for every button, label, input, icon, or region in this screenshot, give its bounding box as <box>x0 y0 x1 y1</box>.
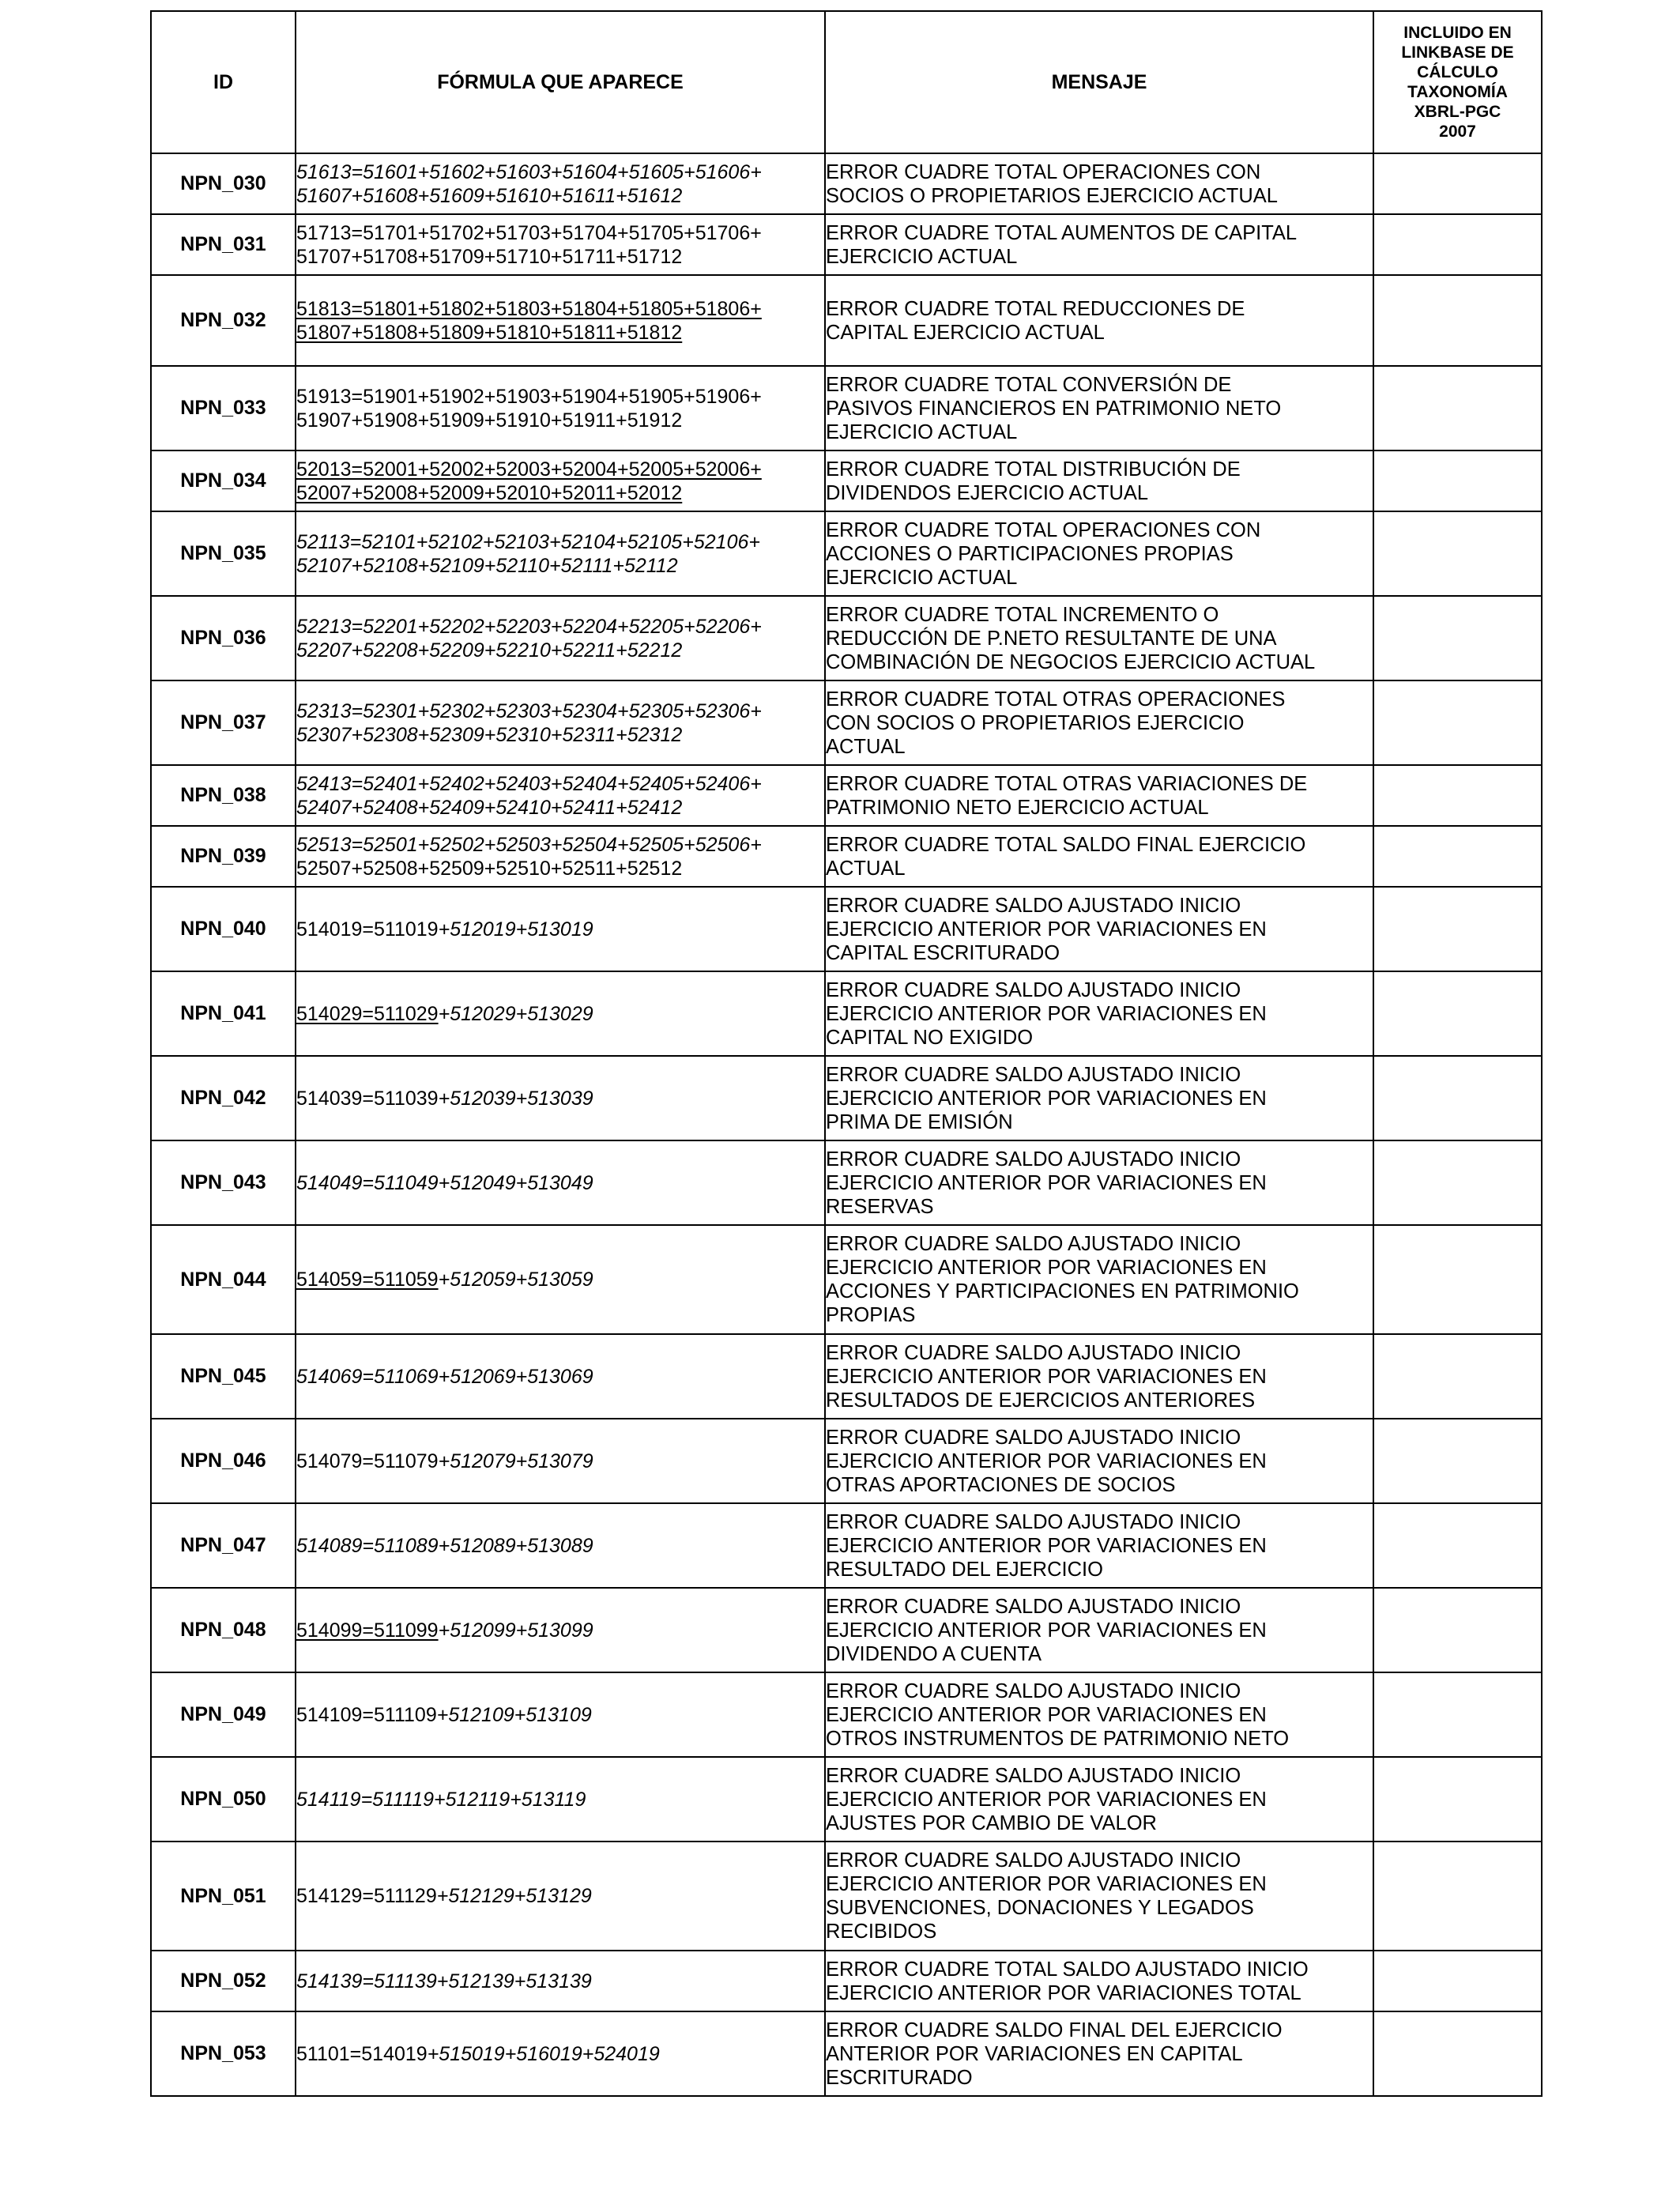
rule-message <box>825 153 1373 214</box>
message-line: EJERCICIO ANTERIOR POR VARIACIONES EN <box>826 1873 1267 1895</box>
message-line: EJERCICIO ANTERIOR POR VARIACIONES EN <box>826 1365 1267 1388</box>
table-row <box>151 971 1542 1056</box>
table-body <box>151 153 1542 2096</box>
formula-line: 51813=51801+51802+51803+51804+51805+51806+ <box>296 297 762 320</box>
rule-included <box>1373 2011 1542 2096</box>
rule-included <box>1373 1842 1542 1951</box>
rule-formula <box>296 366 825 450</box>
rule-included <box>1373 214 1542 275</box>
message-line: RECIBIDOS <box>826 1921 937 1943</box>
message-line: PASIVOS FINANCIEROS EN PATRIMONIO NETO <box>826 397 1282 420</box>
message-line: EJERCICIO ANTERIOR POR VARIACIONES EN <box>826 1619 1267 1642</box>
rule-formula <box>296 680 825 765</box>
rule-included <box>1373 275 1542 366</box>
formula-rhs: +515019+516019+524019 <box>427 2042 660 2065</box>
formula-line: 52413=52401+52402+52403+52404+52405+52406+ <box>296 772 762 795</box>
table-row <box>151 511 1542 596</box>
message-line: REDUCCIÓN DE P.NETO RESULTANTE DE UNA <box>826 627 1277 650</box>
message-line: CAPITAL NO EXIGIDO <box>826 1026 1034 1049</box>
message-line: EJERCICIO ANTERIOR POR VARIACIONES EN <box>826 918 1267 941</box>
message-line: ERROR CUADRE TOTAL SALDO FINAL EJERCICIO <box>826 833 1306 856</box>
message-line: ERROR CUADRE TOTAL SALDO AJUSTADO INICIO <box>826 1958 1309 1981</box>
table-row <box>151 2011 1542 2096</box>
rule-formula <box>296 1588 825 1672</box>
rule-id: NPN_035 <box>151 511 296 596</box>
message-line: EJERCICIO ANTERIOR POR VARIACIONES EN <box>826 1788 1267 1811</box>
rule-included <box>1373 1588 1542 1672</box>
message-line: EJERCICIO ACTUAL <box>826 420 1018 443</box>
rule-message <box>825 450 1373 511</box>
rule-formula <box>296 1757 825 1842</box>
rule-formula <box>296 450 825 511</box>
rule-message <box>825 1672 1373 1757</box>
table-row <box>151 275 1542 366</box>
message-line: ERROR CUADRE SALDO AJUSTADO INICIO <box>826 978 1241 1001</box>
rule-message <box>825 887 1373 971</box>
rule-message <box>825 1225 1373 1334</box>
rule-included <box>1373 1951 1542 2011</box>
message-line: ACCIONES Y PARTICIPACIONES EN PATRIMONIO <box>826 1280 1299 1302</box>
rule-included <box>1373 1225 1542 1334</box>
rule-included <box>1373 1056 1542 1140</box>
rule-formula <box>296 1225 825 1334</box>
table-header <box>151 11 1542 153</box>
message-line: EJERCICIO ANTERIOR POR VARIACIONES EN <box>826 1449 1267 1472</box>
table-row <box>151 887 1542 971</box>
table-row <box>151 1140 1542 1225</box>
message-line: ERROR CUADRE SALDO AJUSTADO INICIO <box>826 1510 1241 1533</box>
formula-line: 51713=51701+51702+51703+51704+51705+51706+ <box>296 221 762 244</box>
rule-message <box>825 971 1373 1056</box>
rule-formula <box>296 1334 825 1419</box>
rule-id: NPN_053 <box>151 2011 296 2096</box>
rule-included <box>1373 511 1542 596</box>
rule-message <box>825 1419 1373 1503</box>
table-row <box>151 826 1542 887</box>
message-line: RESERVAS <box>826 1195 934 1218</box>
formula-lhs: 514059=511059 <box>296 1269 439 1291</box>
rule-included <box>1373 1503 1542 1588</box>
message-line: COMBINACIÓN DE NEGOCIOS EJERCICIO ACTUAL <box>826 650 1316 673</box>
header-formula: FÓRMULA QUE APARECE <box>296 11 825 153</box>
table-row <box>151 1951 1542 2011</box>
formula-line: 514049=511049+512049+513049 <box>296 1171 593 1194</box>
rule-id: NPN_051 <box>151 1842 296 1951</box>
table-row <box>151 1334 1542 1419</box>
rule-message <box>825 511 1373 596</box>
formula-line: 52113=52101+52102+52103+52104+52105+52106+ <box>296 530 760 553</box>
rule-message <box>825 826 1373 887</box>
formula-line: 52013=52001+52002+52003+52004+52005+52006+ <box>296 458 762 481</box>
message-line: PATRIMONIO NETO EJERCICIO ACTUAL <box>826 796 1209 819</box>
rule-id: NPN_047 <box>151 1503 296 1588</box>
formula-line: 52513=52501+52502+52503+52504+52505+52506+ <box>296 833 762 856</box>
formula-rhs: +512059+513059 <box>438 1269 593 1291</box>
rule-id: NPN_042 <box>151 1056 296 1140</box>
formula-line: 52507+52508+52509+52510+52511+52512 <box>296 857 683 880</box>
formula-line: 52107+52108+52109+52110+52111+52112 <box>296 554 678 577</box>
formula-line: 51613=51601+51602+51603+51604+51605+51606+ <box>296 160 762 183</box>
rule-id: NPN_036 <box>151 596 296 680</box>
rule-id: NPN_032 <box>151 275 296 366</box>
message-line: ACTUAL <box>826 857 906 880</box>
message-line: OTROS INSTRUMENTOS DE PATRIMONIO NETO <box>826 1727 1290 1750</box>
message-line: AJUSTES POR CAMBIO DE VALOR <box>826 1811 1157 1834</box>
formula-line: 514119=511119+512119+513119 <box>296 1788 586 1811</box>
rule-included <box>1373 971 1542 1056</box>
rule-message <box>825 1951 1373 2011</box>
table-row <box>151 596 1542 680</box>
rule-formula <box>296 1842 825 1951</box>
table-row <box>151 153 1542 214</box>
table-row <box>151 1757 1542 1842</box>
rule-formula <box>296 887 825 971</box>
rule-id: NPN_048 <box>151 1588 296 1672</box>
table-row <box>151 765 1542 826</box>
message-line: CAPITAL EJERCICIO ACTUAL <box>826 321 1105 344</box>
formula-line: 51807+51808+51809+51810+51811+51812 <box>296 321 683 344</box>
rule-formula <box>296 1056 825 1140</box>
rule-formula <box>296 1419 825 1503</box>
message-line: ERROR CUADRE SALDO AJUSTADO INICIO <box>826 1679 1241 1702</box>
message-line: PROPIAS <box>826 1304 916 1326</box>
table-row <box>151 214 1542 275</box>
table-row <box>151 1672 1542 1757</box>
rule-id: NPN_046 <box>151 1419 296 1503</box>
rule-message <box>825 2011 1373 2096</box>
rule-message <box>825 680 1373 765</box>
message-line: ERROR CUADRE TOTAL REDUCCIONES DE <box>826 297 1245 320</box>
rule-formula <box>296 1672 825 1757</box>
rule-message <box>825 1503 1373 1588</box>
rule-formula <box>296 511 825 596</box>
rule-included <box>1373 1334 1542 1419</box>
message-line: ERROR CUADRE TOTAL INCREMENTO O <box>826 603 1219 626</box>
message-line: ERROR CUADRE TOTAL OPERACIONES CON <box>826 160 1261 183</box>
message-line: ACCIONES O PARTICIPACIONES PROPIAS <box>826 542 1234 565</box>
message-line: EJERCICIO ANTERIOR POR VARIACIONES TOTAL <box>826 1981 1301 2004</box>
message-line: ERROR CUADRE TOTAL DISTRIBUCIÓN DE <box>826 458 1241 481</box>
rule-message <box>825 1757 1373 1842</box>
rule-id: NPN_037 <box>151 680 296 765</box>
rule-included <box>1373 1140 1542 1225</box>
rule-id: NPN_038 <box>151 765 296 826</box>
message-line: SOCIOS O PROPIETARIOS EJERCICIO ACTUAL <box>826 184 1278 207</box>
message-line: ERROR CUADRE SALDO FINAL DEL EJERCICIO <box>826 2019 1283 2041</box>
formula-line: 52007+52008+52009+52010+52011+52012 <box>296 481 683 504</box>
rule-included <box>1373 596 1542 680</box>
rule-id: NPN_040 <box>151 887 296 971</box>
rule-message <box>825 596 1373 680</box>
rule-id: NPN_030 <box>151 153 296 214</box>
rule-message <box>825 214 1373 275</box>
rule-id: NPN_049 <box>151 1672 296 1757</box>
message-line: ERROR CUADRE TOTAL AUMENTOS DE CAPITAL <box>826 221 1298 244</box>
formula-rhs: +512019+513019 <box>438 918 593 941</box>
formula-line: 51907+51908+51909+51910+51911+51912 <box>296 409 683 432</box>
message-line: ESCRITURADO <box>826 2066 973 2089</box>
message-line: ERROR CUADRE SALDO AJUSTADO INICIO <box>826 1341 1241 1364</box>
rule-message <box>825 1140 1373 1225</box>
rule-message <box>825 275 1373 366</box>
message-line: ERROR CUADRE TOTAL OTRAS VARIACIONES DE <box>826 772 1308 795</box>
rule-id: NPN_033 <box>151 366 296 450</box>
formula-line: 51913=51901+51902+51903+51904+51905+51906+ <box>296 385 762 408</box>
formula-rhs: +512039+513039 <box>438 1087 593 1110</box>
formula-line: 52213=52201+52202+52203+52204+52205+52206+ <box>296 615 762 638</box>
rule-formula <box>296 214 825 275</box>
message-line: EJERCICIO ANTERIOR POR VARIACIONES EN <box>826 1087 1267 1110</box>
formula-line: 52407+52408+52409+52410+52411+52412 <box>296 796 683 819</box>
message-line: ERROR CUADRE TOTAL OPERACIONES CON <box>826 518 1261 541</box>
message-line: ERROR CUADRE SALDO AJUSTADO INICIO <box>826 1426 1241 1449</box>
rule-message <box>825 765 1373 826</box>
table-row <box>151 366 1542 450</box>
rule-formula <box>296 596 825 680</box>
message-line: SUBVENCIONES, DONACIONES Y LEGADOS <box>826 1897 1254 1919</box>
message-line: ERROR CUADRE SALDO AJUSTADO INICIO <box>826 1764 1241 1787</box>
formula-line: 514139=511139+512139+513139 <box>296 1970 592 1992</box>
formula-line: 52313=52301+52302+52303+52304+52305+52306+ <box>296 699 762 722</box>
rule-id: NPN_039 <box>151 826 296 887</box>
message-line: ERROR CUADRE TOTAL CONVERSIÓN DE <box>826 373 1232 396</box>
rule-formula <box>296 765 825 826</box>
rule-message <box>825 1588 1373 1672</box>
formula-lhs: 514099=511099 <box>296 1619 439 1642</box>
rule-included <box>1373 826 1542 887</box>
message-line: ERROR CUADRE SALDO AJUSTADO INICIO <box>826 1595 1241 1618</box>
formula-rhs: +512099+513099 <box>438 1619 593 1642</box>
header-message: MENSAJE <box>825 11 1373 153</box>
rule-formula <box>296 153 825 214</box>
formula-lhs: 514029=511029 <box>296 1002 439 1025</box>
formula-lhs: 514129=511129 <box>296 1885 437 1907</box>
table-row <box>151 450 1542 511</box>
rule-id: NPN_031 <box>151 214 296 275</box>
rule-formula <box>296 1140 825 1225</box>
formula-rhs: +512129+513129 <box>436 1885 592 1907</box>
message-line: ERROR CUADRE SALDO AJUSTADO INICIO <box>826 894 1241 917</box>
formula-lhs: 514039=511039 <box>296 1087 439 1110</box>
message-line: EJERCICIO ANTERIOR POR VARIACIONES EN <box>826 1002 1267 1025</box>
message-line: ERROR CUADRE SALDO AJUSTADO INICIO <box>826 1233 1241 1255</box>
message-line: PRIMA DE EMISIÓN <box>826 1110 1013 1133</box>
rule-included <box>1373 887 1542 971</box>
validation-rules-table <box>150 10 1543 2097</box>
rule-included <box>1373 1419 1542 1503</box>
rule-formula <box>296 971 825 1056</box>
header-id: ID <box>151 11 296 153</box>
rule-included <box>1373 1672 1542 1757</box>
message-line: ERROR CUADRE TOTAL OTRAS OPERACIONES <box>826 688 1286 711</box>
formula-line: 52307+52308+52309+52310+52311+52312 <box>296 723 683 746</box>
rule-formula <box>296 1951 825 2011</box>
formula-rhs: +512079+513079 <box>438 1449 593 1472</box>
message-line: DIVIDENDO A CUENTA <box>826 1642 1042 1665</box>
rule-included <box>1373 1757 1542 1842</box>
table-row <box>151 1225 1542 1334</box>
rule-id: NPN_043 <box>151 1140 296 1225</box>
message-line: EJERCICIO ACTUAL <box>826 566 1018 589</box>
table-row <box>151 1056 1542 1140</box>
rule-formula <box>296 275 825 366</box>
formula-rhs: +512109+513109 <box>436 1703 592 1726</box>
rule-id: NPN_045 <box>151 1334 296 1419</box>
rule-included <box>1373 366 1542 450</box>
rule-formula <box>296 1503 825 1588</box>
message-line: CON SOCIOS O PROPIETARIOS EJERCICIO <box>826 711 1245 734</box>
rule-id: NPN_050 <box>151 1757 296 1842</box>
rule-formula <box>296 2011 825 2096</box>
table-row <box>151 1842 1542 1951</box>
formula-lhs: 514079=511079 <box>296 1449 439 1472</box>
message-line: ERROR CUADRE SALDO AJUSTADO INICIO <box>826 1849 1241 1872</box>
message-line: DIVIDENDOS EJERCICIO ACTUAL <box>826 481 1149 504</box>
formula-lhs: 514109=511109 <box>296 1703 437 1726</box>
rule-included <box>1373 153 1542 214</box>
message-line: RESULTADO DEL EJERCICIO <box>826 1558 1103 1581</box>
message-line: EJERCICIO ANTERIOR POR VARIACIONES EN <box>826 1257 1267 1279</box>
formula-line: 51607+51608+51609+51610+51611+51612 <box>296 184 683 207</box>
formula-lhs: 51101=514019 <box>296 2042 428 2065</box>
message-line: ERROR CUADRE SALDO AJUSTADO INICIO <box>826 1148 1241 1171</box>
message-line: EJERCICIO ACTUAL <box>826 245 1018 268</box>
rule-formula <box>296 826 825 887</box>
formula-line: 514069=511069+512069+513069 <box>296 1365 593 1388</box>
rule-id: NPN_041 <box>151 971 296 1056</box>
message-line: ACTUAL <box>826 735 906 758</box>
formula-line: 514089=511089+512089+513089 <box>296 1534 593 1557</box>
message-line: EJERCICIO ANTERIOR POR VARIACIONES EN <box>826 1534 1267 1557</box>
rule-id: NPN_044 <box>151 1225 296 1334</box>
message-line: ERROR CUADRE SALDO AJUSTADO INICIO <box>826 1063 1241 1086</box>
rule-id: NPN_052 <box>151 1951 296 2011</box>
table-row <box>151 680 1542 765</box>
rule-included <box>1373 765 1542 826</box>
table-row <box>151 1419 1542 1503</box>
formula-line: 52207+52208+52209+52210+52211+52212 <box>296 639 683 662</box>
rule-included <box>1373 450 1542 511</box>
message-line: CAPITAL ESCRITURADO <box>826 941 1060 964</box>
table-row <box>151 1588 1542 1672</box>
formula-lhs: 514019=511019 <box>296 918 439 941</box>
message-line: OTRAS APORTACIONES DE SOCIOS <box>826 1473 1176 1496</box>
rule-message <box>825 366 1373 450</box>
message-line: EJERCICIO ANTERIOR POR VARIACIONES EN <box>826 1171 1267 1194</box>
rule-message <box>825 1056 1373 1140</box>
message-line: RESULTADOS DE EJERCICIOS ANTERIORES <box>826 1389 1256 1412</box>
formula-rhs: +512029+513029 <box>438 1002 593 1025</box>
table-row <box>151 1503 1542 1588</box>
rule-included <box>1373 680 1542 765</box>
header-included-linkbase: INCLUIDO EN LINKBASE DE CÁLCULO TAXONOMÍA XBRL-PGC 2007 <box>1373 11 1542 153</box>
message-line: ANTERIOR POR VARIACIONES EN CAPITAL <box>826 2042 1243 2065</box>
rule-message <box>825 1842 1373 1951</box>
formula-line: 51707+51708+51709+51710+51711+51712 <box>296 245 683 268</box>
rule-message <box>825 1334 1373 1419</box>
message-line: EJERCICIO ANTERIOR POR VARIACIONES EN <box>826 1703 1267 1726</box>
rule-id: NPN_034 <box>151 450 296 511</box>
